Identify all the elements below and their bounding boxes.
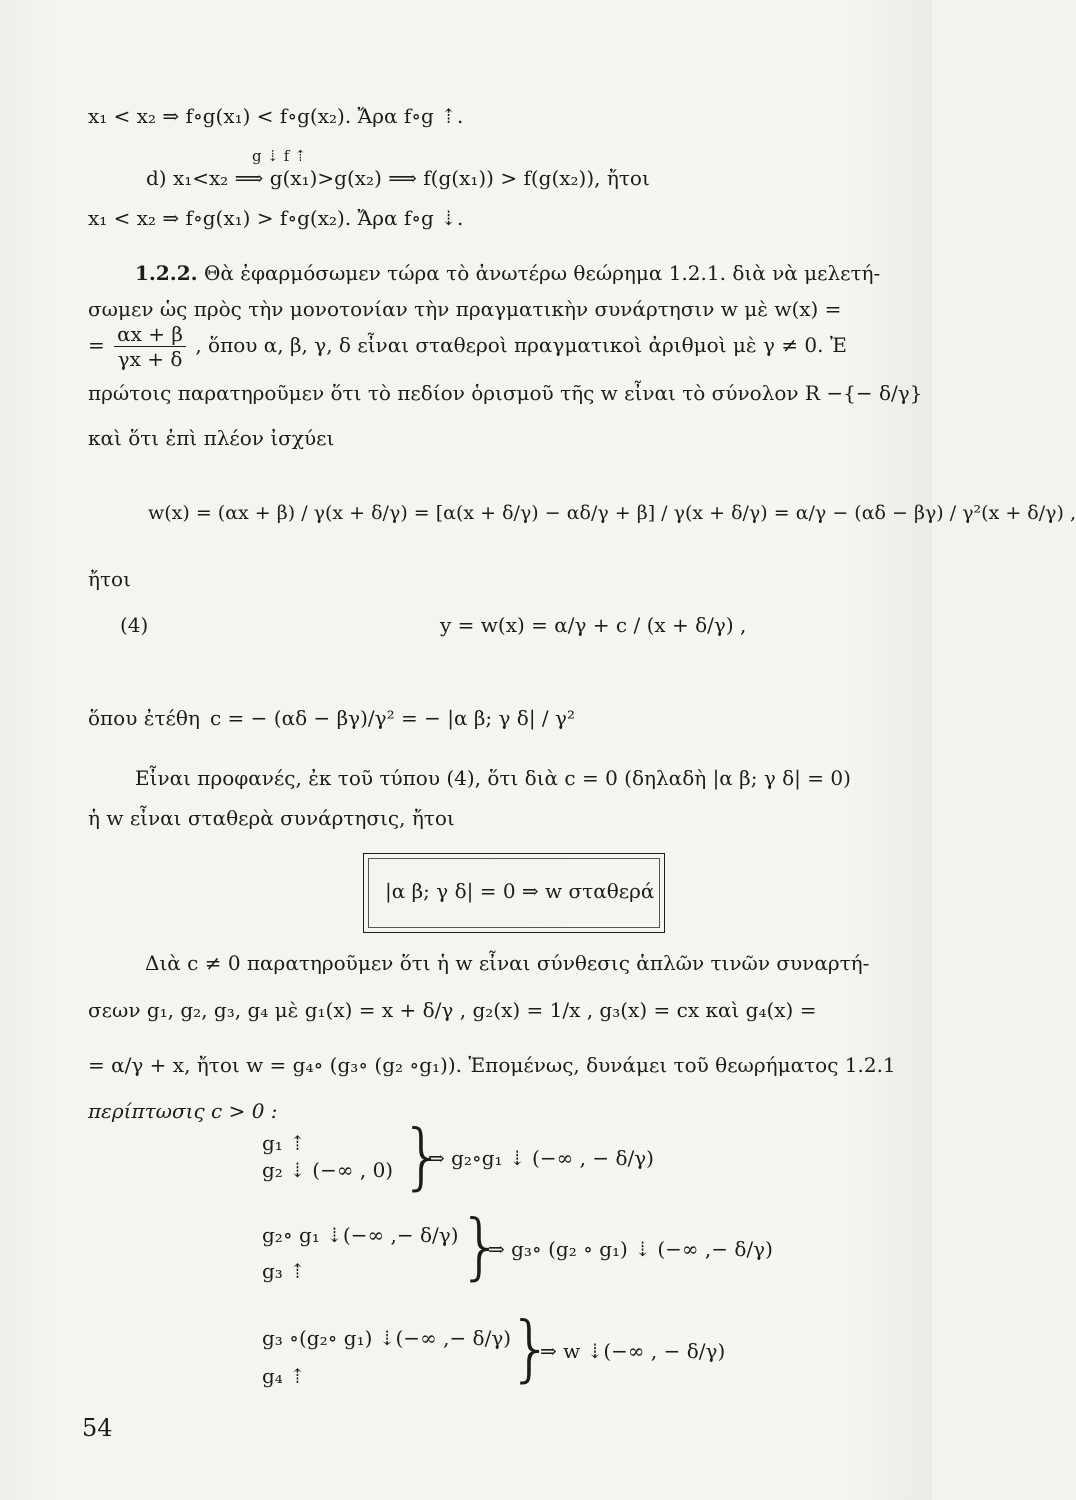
section-number: 1.2.2. [135,261,198,285]
text-line-4: Θὰ ἐφαρμόσωμεν τώρα τὸ ἀνωτέρω θεώρημα 1.2.1. διὰ νὰ μελετή- [197,261,881,285]
text-line-6: = $\frac{\alpha x + \beta}{\gamma x + \delta}$ , ὅπου α, β, γ, δ εἶναι σταθεροὶ πραγματικοὶ ἀριθμοὶ μὲ γ ≠ 0. Ἐ [88,322,847,371]
equation-c: c = − (αδ − βγ)/γ² = − |α β; γ δ| / γ² [210,706,575,730]
right-brace-icon: } [400,1114,446,1198]
text-line-11-prefix: ὅπου ἐτέθη [88,706,200,730]
section-paragraph-start [135,260,880,286]
text-line-13: ἡ w εἶναι σταθερὰ συνάρτησις, ἤτοι [88,806,455,830]
boxed-text: |α β; γ δ| = 0 ⇒ w σταθερά [385,879,655,903]
case2-line-a: g₂∘ g₁ ⇣(−∞ ,− δ/γ) [262,1223,459,1247]
right-brace-icon: } [458,1204,504,1288]
equation-4: y = w(x) = α/γ + c / (x + δ/γ) , [440,613,747,637]
text-line-16: = α/γ + x, ἤτοι w = g₄∘ (g₃∘ (g₂ ∘g₁)). Ἑπομένως, δυνάμει τοῦ θεωρήματος 1.2.1 [88,1053,896,1077]
text-line-5: σωμεν ὡς πρὸς τὴν μονοτονίαν τὴν πραγματικὴν συνάρτησιν w μὲ w(x) = [88,297,842,321]
text-line-15: σεων g₁, g₂, g₃, g₄ μὲ g₁(x) = x + δ/γ , g₂(x) = 1/x , g₃(x) = cx καὶ g₄(x) = [88,998,817,1022]
text-line-7: πρώτοις παρατηροῦμεν ὅτι τὸ πεδίον ὁρισμοῦ τῆς w εἶναι τὸ σύνολον R −{− δ/γ} [88,381,923,405]
page-number: 54 [82,1414,113,1442]
case1-line-b: g₂ ⇣ (−∞ , 0) [262,1158,394,1182]
fraction: $\frac{\alpha x + \beta}{\gamma x + \delta}$ [114,322,186,371]
case1-result: ⇒ g₂∘g₁ ⇣ (−∞ , − δ/γ) [428,1146,654,1170]
case-heading: περίπτωσις c > 0 : [88,1099,278,1123]
text-line-3: x₁ < x₂ ⇒ f∘g(x₁) > f∘g(x₂). Ἄρα f∘g ⇣. [88,206,464,230]
case3-line-b: g₄ ⇡ [262,1364,306,1388]
case2-line-b: g₃ ⇡ [262,1259,306,1283]
case2-result: ⇒ g₃∘ (g₂ ∘ g₁) ⇣ (−∞ ,− δ/γ) [488,1237,773,1261]
arrow-annotations: g ⇣ f ⇡ [252,147,307,165]
text-line-1: x₁ < x₂ ⇒ f∘g(x₁) < f∘g(x₂). Ἄρα f∘g ⇡. [88,104,464,128]
equation-w: w(x) = (αx + β) / γ(x + δ/γ) = [α(x + δ/γ) − αδ/γ + β] / γ(x + δ/γ) = α/γ − (αδ − βγ) / γ²(x + δ/γ) , [148,502,1076,524]
equation-label-4: (4) [120,613,149,637]
text-line-14: Διὰ c ≠ 0 παρατηροῦμεν ὅτι ἡ w εἶναι σύνθεσις ἁπλῶν τινῶν συναρτή- [145,951,870,975]
right-brace-icon: } [508,1306,554,1390]
text-line-2: d) x₁<x₂ ⟹ g(x₁)>g(x₂) ⟹ f(g(x₁)) > f(g(x₂)), ἤτοι [146,166,650,190]
case3-line-a: g₃ ∘(g₂∘ g₁) ⇣(−∞ ,− δ/γ) [262,1326,512,1350]
text-line-hetoi: ἤτοι [88,567,131,591]
case3-result: ⇒ w ⇣(−∞ , − δ/γ) [540,1339,726,1363]
case1-line-a: g₁ ⇡ [262,1131,306,1155]
text-line-8: καὶ ὅτι ἐπὶ πλέον ἰσχύει [88,426,335,450]
text-line-12: Εἶναι προφανές, ἐκ τοῦ τύπου (4), ὅτι διὰ c = 0 (δηλαδὴ |α β; γ δ| = 0) [135,766,851,790]
